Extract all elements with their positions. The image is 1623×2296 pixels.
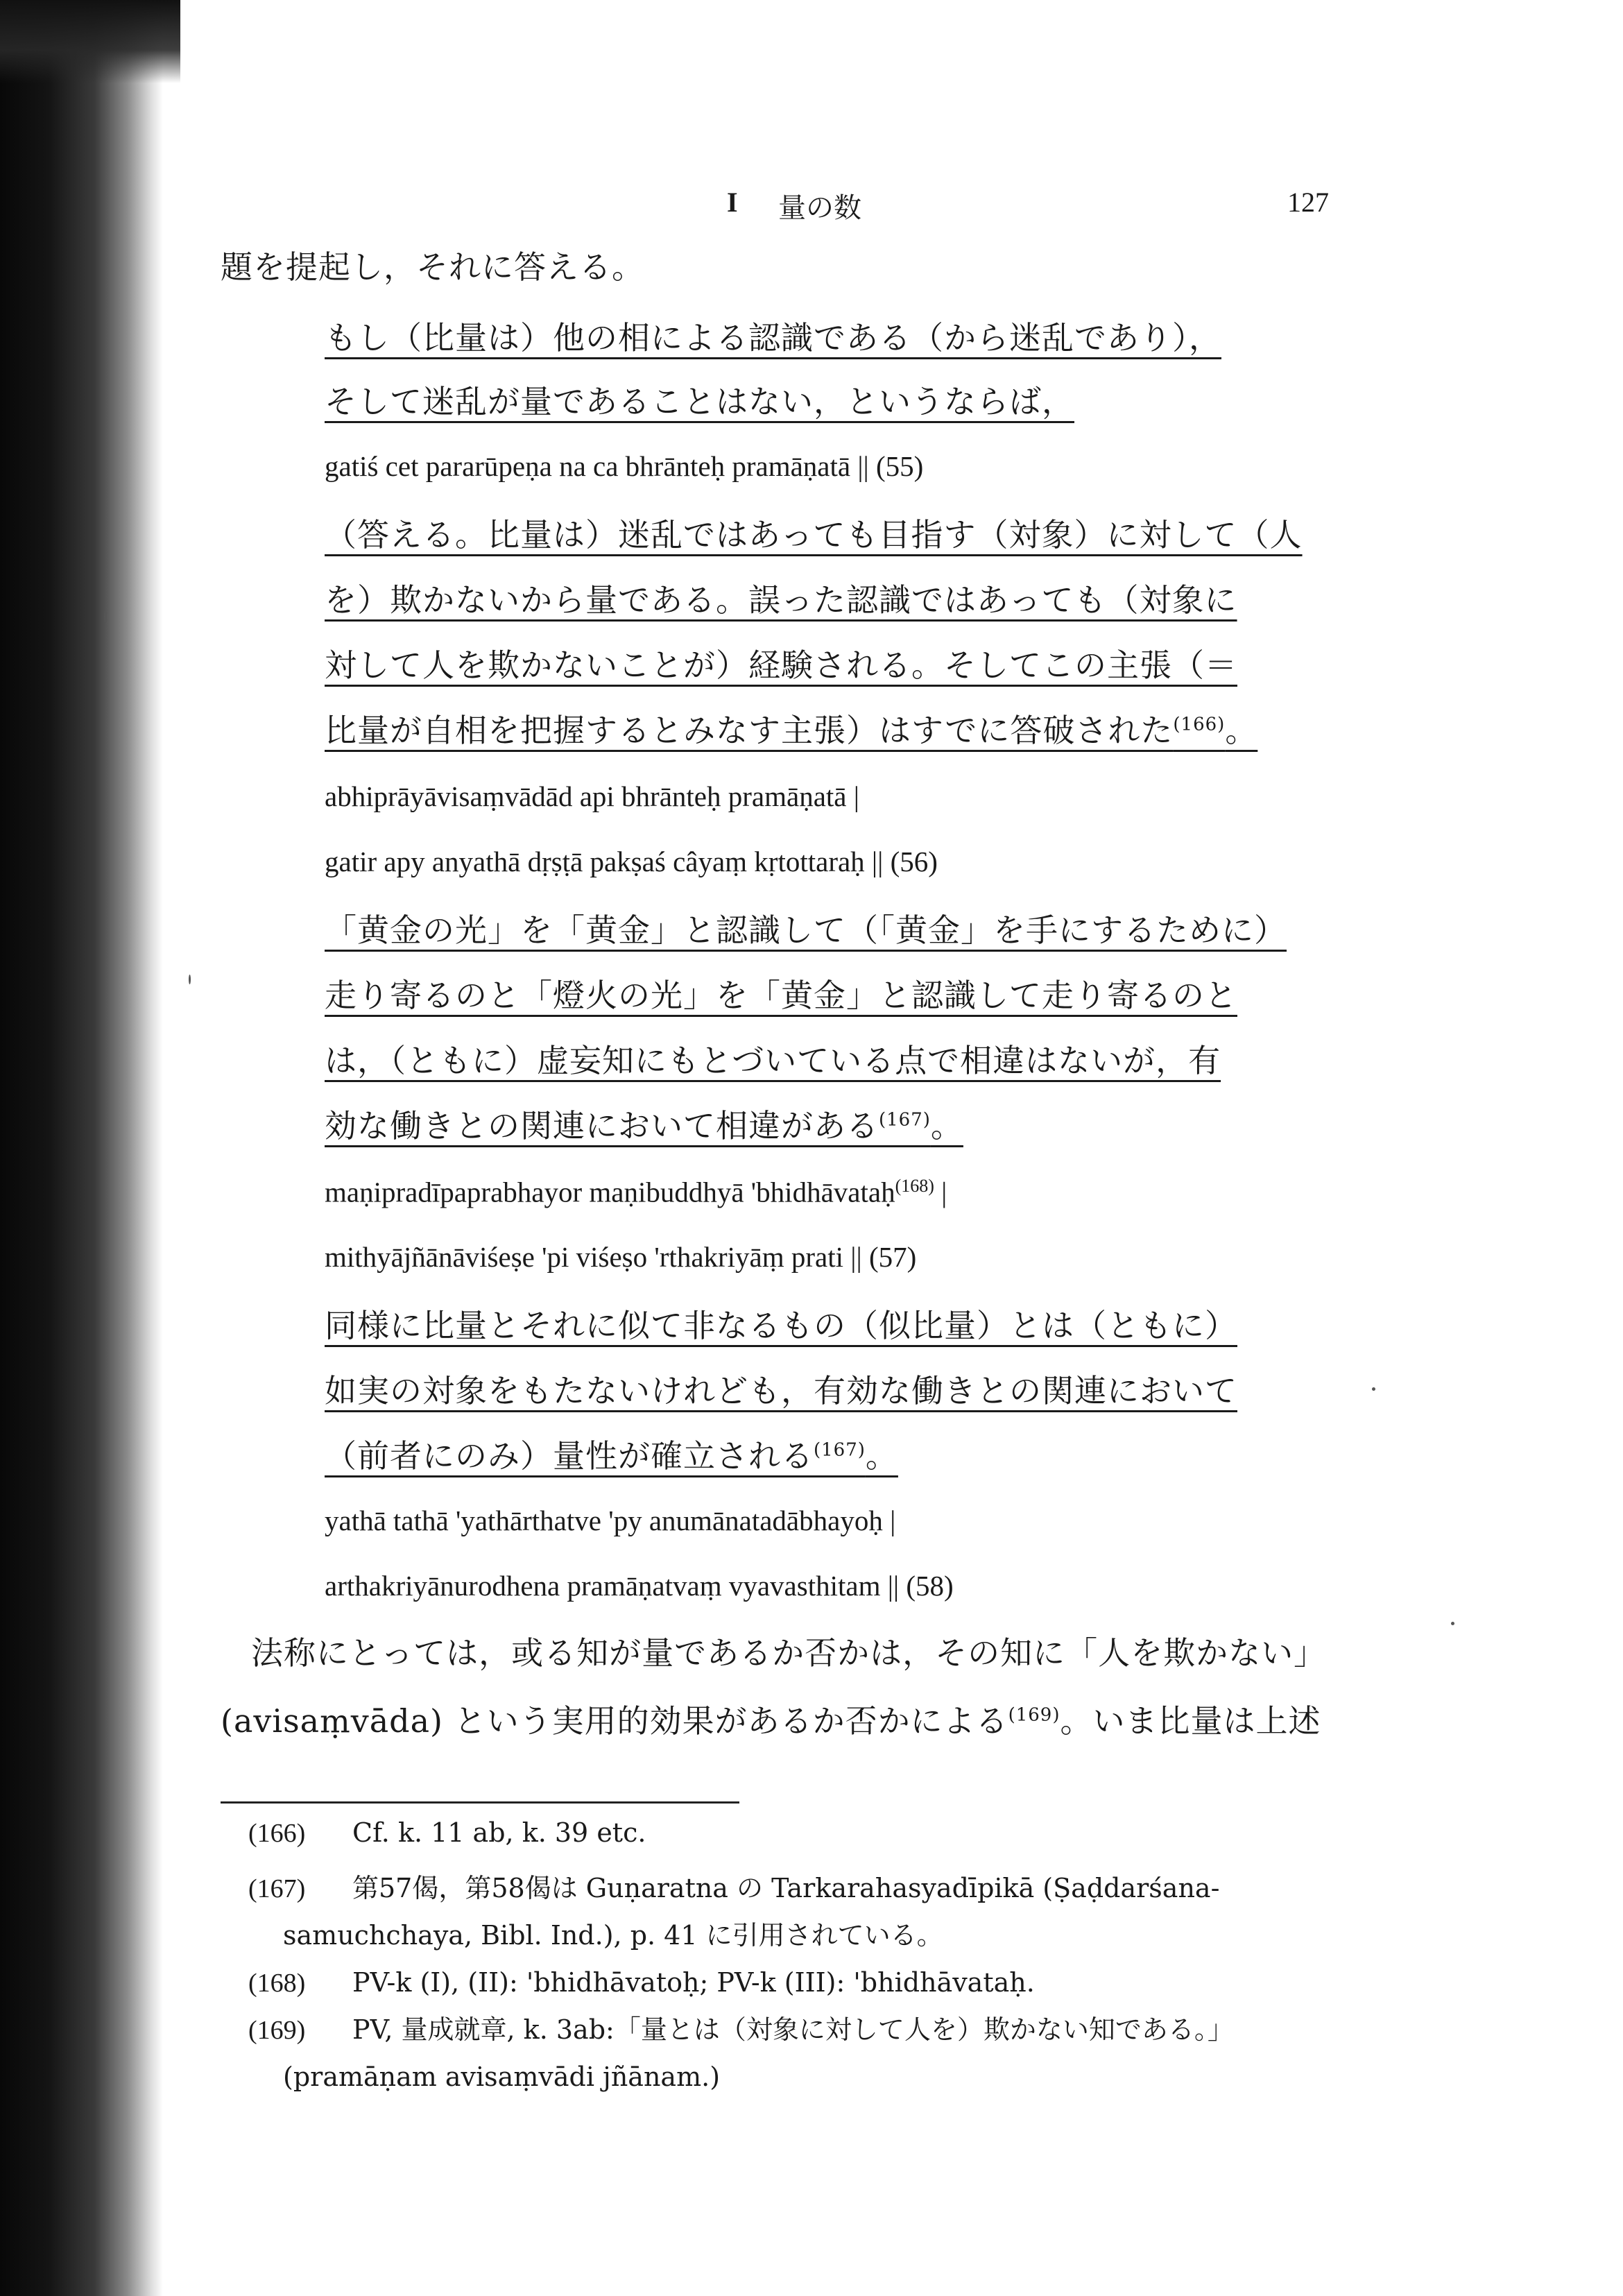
footnote	[248, 1967, 1035, 2000]
scan-speck	[1372, 1387, 1375, 1391]
sentence-end: 。	[1225, 712, 1258, 749]
book-spine-shadow	[0, 0, 163, 2296]
text-line: 題を提起し，それに答える。	[221, 248, 644, 286]
footnote	[248, 1817, 646, 1850]
footnote-ref: (167)	[814, 1439, 866, 1461]
body-text-span: 。いま比量は上述	[1060, 1702, 1321, 1740]
translation-text: 効な働きとの関連において相違がある	[325, 1107, 879, 1145]
scan-speck	[189, 975, 191, 984]
footnote-text: PV, 量成就章, k. 3ab:「量とは（対象に対して人を）欺かない知である。」	[352, 2014, 1234, 2045]
footnote-number: (169)	[248, 2016, 306, 2045]
footnote-continuation: samuchchaya, Bibl. Ind.), p. 41 に引用されている。	[283, 1920, 943, 1951]
translation-text: 比量が自相を把握するとみなす主張）はすでに答破された	[325, 712, 1174, 749]
footnote-number: (166)	[248, 1819, 306, 1848]
translation-line: 如実の対象をもたないけれども，有効な働きとの関連において	[325, 1372, 1237, 1410]
translation-line: 対して人を欺かないことが）経験される。そしてこの主張（＝	[325, 646, 1237, 684]
footnote	[248, 2014, 1234, 2047]
footnote-text: 第57偈，第58偈は Guṇaratna の Tarkarahasyadīpikā (Ṣaḍdarśana-	[352, 1873, 1220, 1903]
sanskrit-verse-line: yathā tathā 'yathārthatve 'py anumānatadābhayoḥ |	[325, 1505, 896, 1536]
translation-line: を）欺かないから量である。誤った認識ではあっても（対象に	[325, 581, 1237, 619]
translation-line: 走り寄るのと「燈火の光」を「黄金」と認識して走り寄るのと	[325, 977, 1237, 1014]
translation-line: そして迷乱が量であることはない，というならば，	[325, 383, 1074, 420]
footnote-ref: (169)	[1008, 1704, 1060, 1726]
translation-line: （答える。比量は）迷乱ではあっても目指す（対象）に対して（人	[325, 516, 1303, 554]
running-header	[0, 186, 1623, 228]
footnote-text: Cf. k. 11 ab, k. 39 etc.	[352, 1817, 646, 1848]
footnote-ref: (167)	[879, 1109, 931, 1131]
sentence-end: 。	[865, 1437, 898, 1475]
sanskrit-verse-line: abhiprāyāvisaṃvādād api bhrānteḥ pramāṇatā |	[325, 780, 859, 812]
text-line: 法称にとっては，或る知が量であるか否かは，その知に「人を欺かない」	[251, 1634, 1327, 1672]
body-text-span: (avisaṃvāda) という実用的効果があるか否かによる	[221, 1702, 1008, 1740]
translation-line: 同様に比量とそれに似て非なるもの（似比量）とは（ともに）	[325, 1307, 1237, 1344]
sanskrit-text: maṇipradīpaprabhayor maṇibuddhyā 'bhidhāvataḥ	[325, 1176, 895, 1208]
translation-line: は，（ともに）虚妄知にもとづいている点で相違はないが，有	[325, 1042, 1221, 1079]
sanskrit-verse-line: gatir apy anyathā dṛṣṭā pakṣaś câyaṃ kṛtottaraḥ || (56)	[325, 846, 938, 877]
scan-speck	[1451, 1622, 1454, 1625]
scan-corner-shadow	[0, 0, 180, 83]
footnote-number: (168)	[248, 1969, 306, 1998]
sanskrit-verse-line: arthakriyānurodhena pramāṇatvaṃ vyavasthitam || (58)	[325, 1570, 954, 1602]
translation-line	[325, 712, 1257, 750]
verse-separator: |	[934, 1176, 947, 1208]
translation-line	[325, 1437, 898, 1475]
text-line	[221, 1702, 1321, 1740]
sentence-end: 。	[930, 1107, 963, 1145]
footnote-rule	[221, 1801, 739, 1804]
footnote-ref: (168)	[895, 1176, 934, 1196]
chapter-number: I	[727, 187, 738, 218]
page-number: 127	[1287, 187, 1329, 218]
footnote-number: (167)	[248, 1874, 306, 1903]
translation-line: もし（比量は）他の相による認識である（から迷乱であり），	[325, 319, 1221, 357]
sanskrit-verse-line: gatiś cet pararūpeṇa na ca bhrānteḥ pramāṇatā || (55)	[325, 450, 924, 482]
footnote	[248, 1873, 1219, 1905]
translation-line	[325, 1107, 963, 1145]
translation-text: （前者にのみ）量性が確立される	[325, 1437, 814, 1475]
footnote-text: PV-k (I), (II): 'bhidhāvatoḥ; PV-k (III): 'bhidhāvataḥ.	[352, 1967, 1035, 1998]
chapter-title: 量の数	[778, 192, 861, 224]
translation-line: 「黄金の光」を「黄金」と認識して（「黄金」を手にするために）	[325, 911, 1287, 949]
footnote-ref: (166)	[1173, 714, 1226, 735]
sanskrit-verse-line: mithyājñānāviśeṣe 'pi viśeṣo 'rthakriyāṃ prati || (57)	[325, 1241, 917, 1273]
footnote-continuation: (pramāṇam avisaṃvādi jñānam.)	[283, 2062, 721, 2092]
scan-speck	[104, 610, 107, 623]
sanskrit-verse-line	[325, 1175, 947, 1210]
